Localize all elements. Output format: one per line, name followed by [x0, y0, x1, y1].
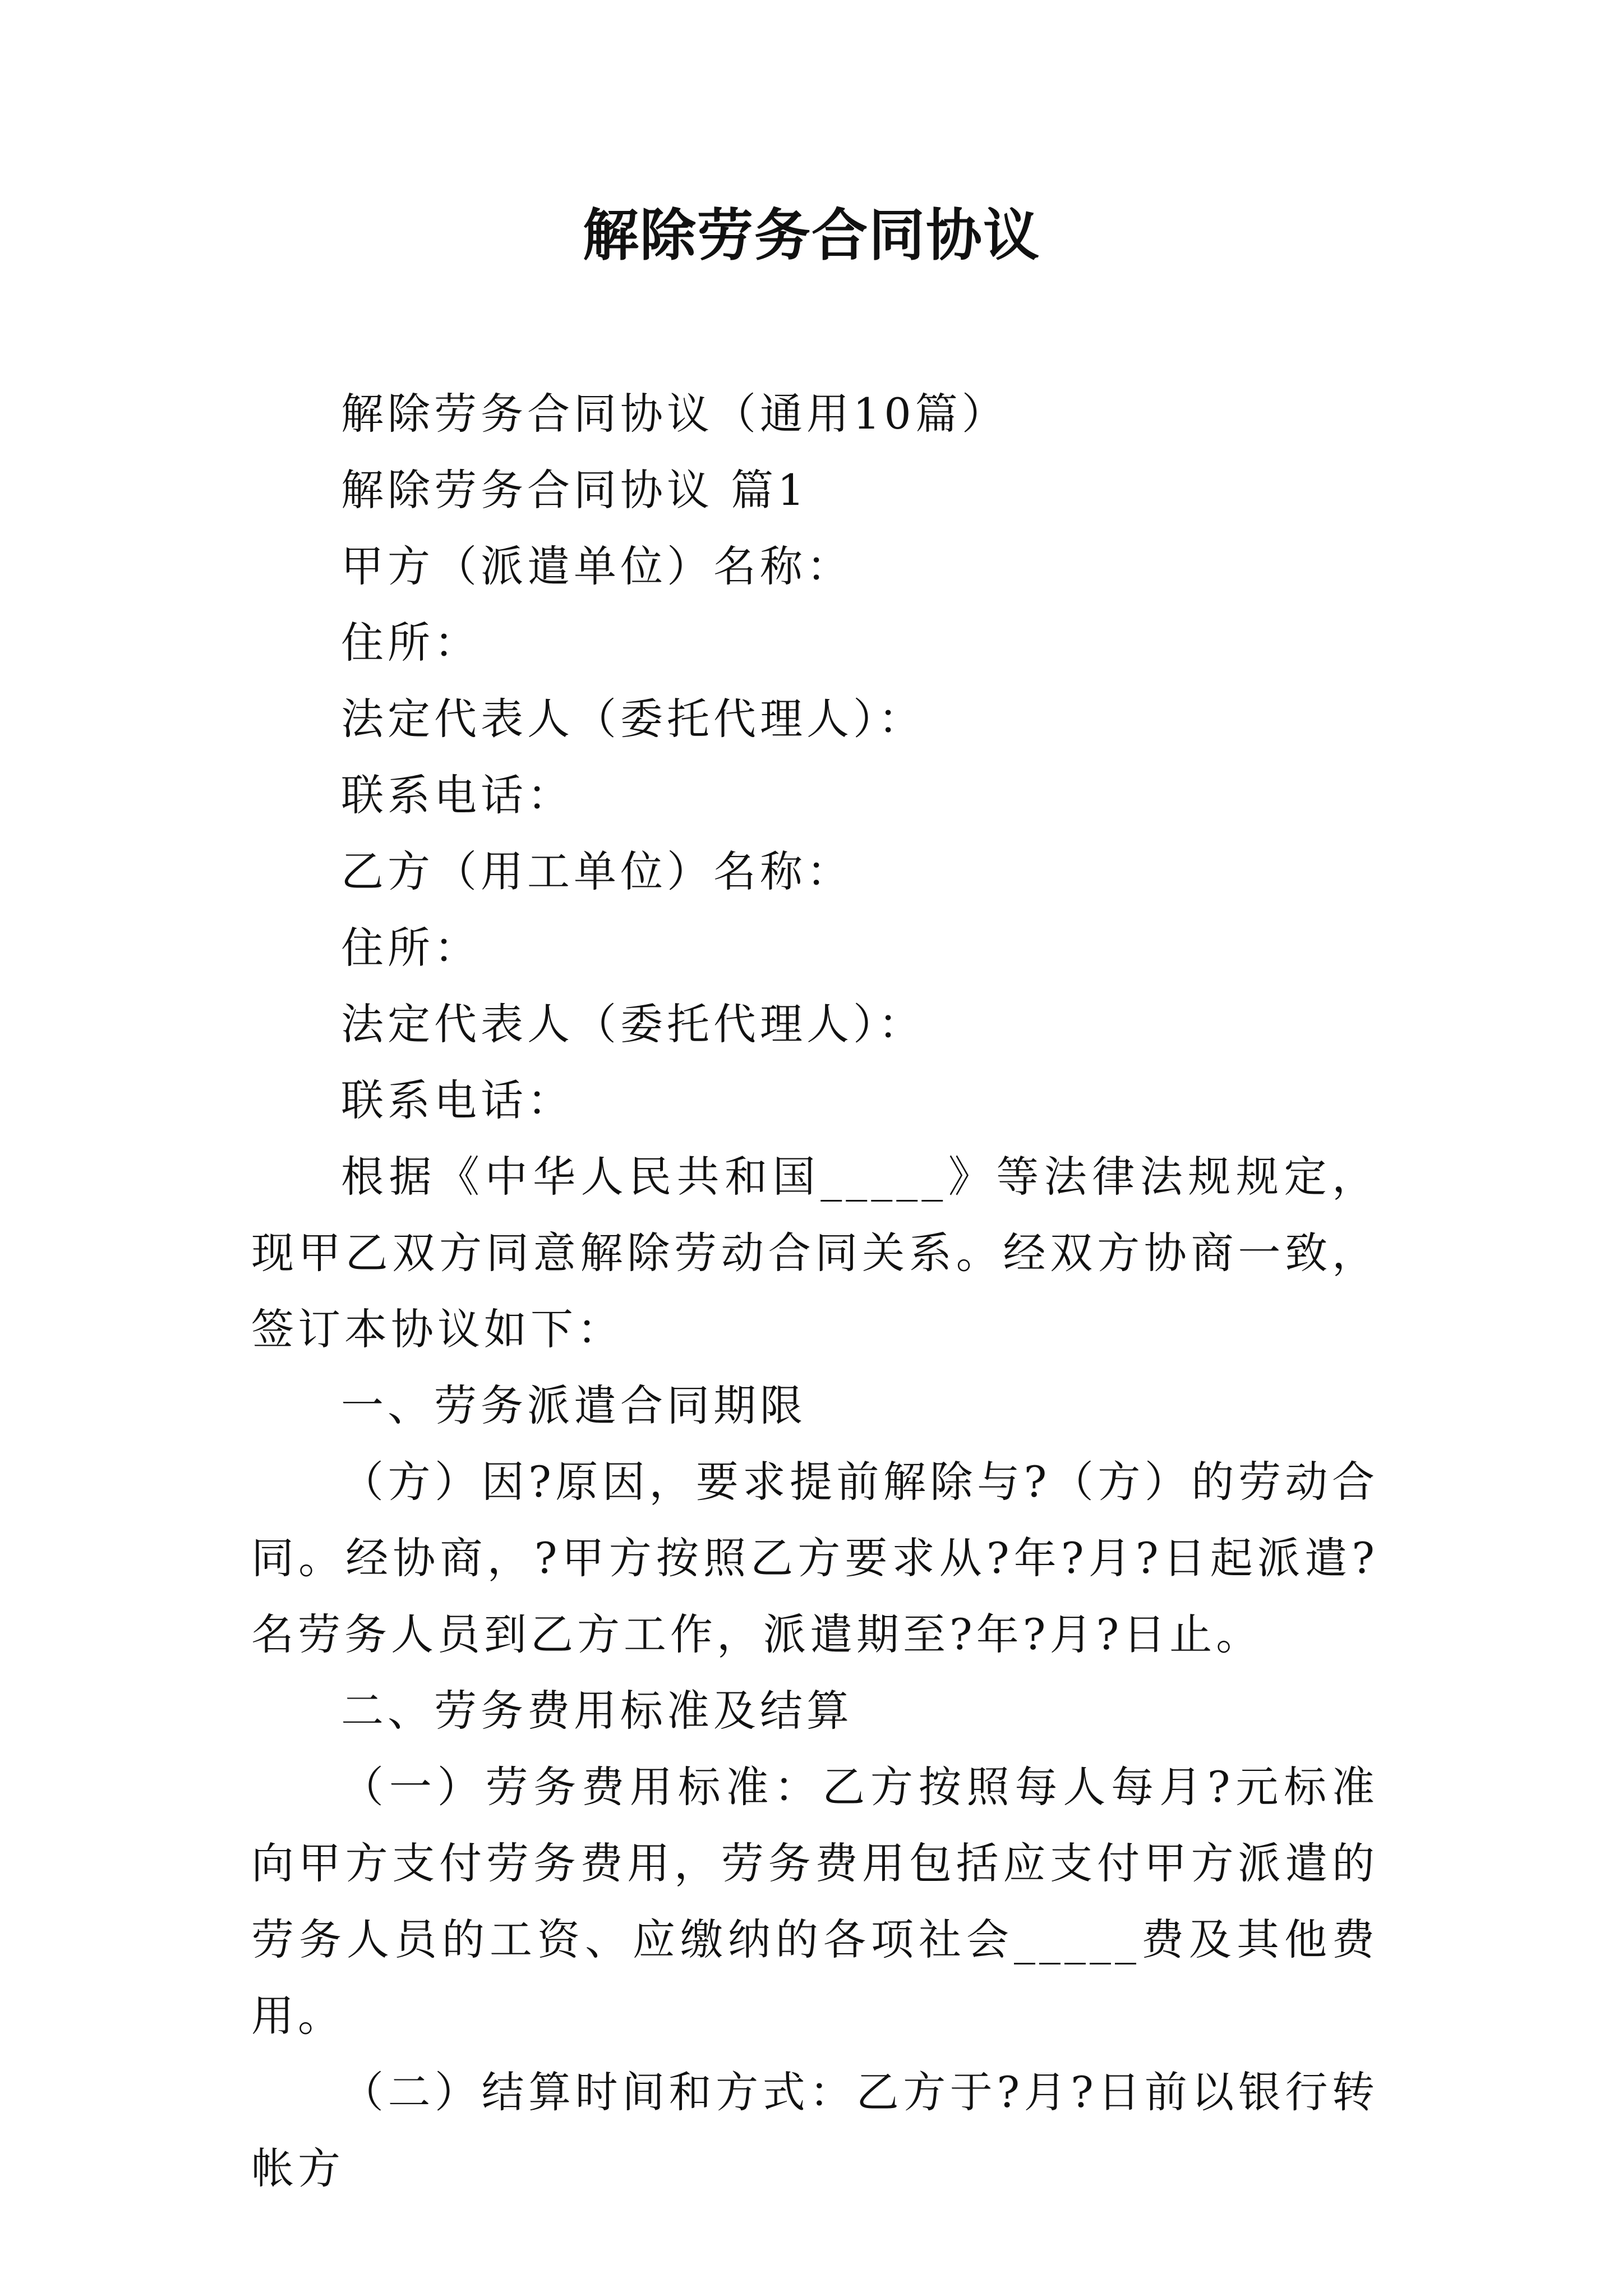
- document-title: 解除劳务合同协议: [583, 203, 1040, 268]
- section-2-item-2-paragraph: （二）结算时间和方式：乙方于?月?日前以银行转帐方: [251, 2067, 1378, 2193]
- chapter-line: 解除劳务合同协议 篇1: [341, 465, 809, 515]
- intro-paragraph: 根据《中华人民共和国_____》等法律法规规定，现甲乙双方同意解除劳动合同关系。经双方协商一致，签订本协议如下：: [251, 1152, 1378, 1354]
- party-b-address-line: 住所：: [341, 923, 481, 973]
- party-b-phone-line: 联系电话：: [341, 1075, 574, 1125]
- document-body: [251, 376, 1378, 2207]
- section-1-paragraph: （方）因?原因，要求提前解除与?（方）的劳动合同。经协商，?甲方按照乙方要求从?年?月?日起派遣?名劳务人员到乙方工作，派遣期至?年?月?日止。: [251, 1457, 1378, 1659]
- party-a-address-line: 住所：: [341, 618, 481, 668]
- section-2-item-1-paragraph: （一）劳务费用标准：乙方按照每人每月?元标准向甲方支付劳务费用，劳务费用包括应支付甲方派遣的劳务人员的工资、应缴纳的各项社会_____费及其他费用。: [251, 1762, 1378, 2041]
- section-2-heading: 二、劳务费用标准及结算: [341, 1686, 853, 1736]
- party-a-phone-line: 联系电话：: [341, 770, 574, 820]
- subtitle-line: 解除劳务合同协议（通用10篇）: [341, 389, 1008, 439]
- party-a-representative-line: 法定代表人（委托代理人）：: [341, 694, 925, 744]
- party-b-name-line: 乙方（用工单位）名称：: [341, 846, 853, 896]
- party-b-representative-line: 法定代表人（委托代理人）：: [341, 999, 925, 1049]
- section-1-heading: 一、劳务派遣合同期限: [341, 1381, 806, 1430]
- party-a-name-line: 甲方（派遣单位）名称：: [341, 541, 853, 591]
